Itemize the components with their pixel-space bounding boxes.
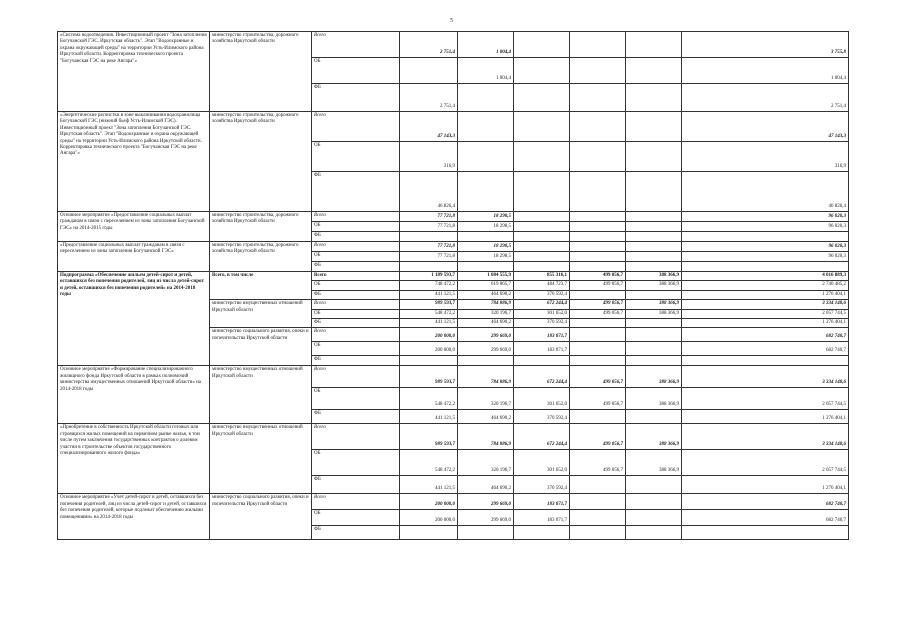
- value-cell: 320 196,7: [458, 450, 514, 476]
- value-cell: 183 071,7: [514, 328, 570, 342]
- value-cell: 200 000,0: [400, 328, 458, 342]
- executor-cell: министерство строительства, дорожного хозяйства Иркутской области: [210, 112, 312, 212]
- value-cell: 748 472,2: [400, 281, 458, 290]
- value-cell: 548 472,2: [400, 388, 458, 410]
- table-row: [58, 494, 849, 510]
- value-cell: 388 366,9: [626, 450, 682, 476]
- value-cell: [458, 84, 514, 112]
- value-cell: 299 669,0: [458, 342, 514, 356]
- funding-source-cell: ОБ: [312, 222, 400, 232]
- value-cell: 499 056,7: [570, 272, 626, 281]
- value-cell: 388 366,9: [626, 366, 682, 388]
- executor-cell: министерство строительства, дорожного хозяйства Иркутской области: [210, 32, 312, 112]
- program-cell: «Система водоотведения. Инвестиционный проект "Зона затопления Богучанской ГЭС. Иркутская область". Этап "Водоохранные и охрана окружающей среды" на территории Усть-Илимского района Иркутской области. Корректировка технического проекта "Богучанская ГЭС на реке Ангара"»: [58, 32, 210, 112]
- total-cell: 3 755,8: [682, 32, 849, 58]
- total-cell: 1 276 404,1: [682, 290, 849, 299]
- value-cell: 499 056,7: [570, 388, 626, 410]
- funding-source-cell: ФБ: [312, 526, 400, 540]
- value-cell: [514, 262, 570, 272]
- value-cell: 672 244,4: [514, 366, 570, 388]
- value-cell: [458, 112, 514, 142]
- value-cell: 441 121,5: [400, 476, 458, 494]
- value-cell: [570, 262, 626, 272]
- value-cell: [570, 84, 626, 112]
- executor-cell: министерство имущественных отношений Иркутской области: [210, 300, 312, 328]
- funding-source-cell: Всего: [312, 112, 400, 142]
- program-cell: «Энергетические расчистки в зоне выклинивания водохранилища Богучанской ГЭС (нижний бьеф Усть-Илимской ГЭС). Инвестиционный проект "Зона затопления Богучанской ГЭС. Иркутская область". Этап "Водоохранные и охрана окружающей среды" на территории Усть-Илимского района Иркутской области. Корректировка технического проекта "Богучанская ГЭС на реке Ангара"»: [58, 112, 210, 212]
- value-cell: 499 056,7: [570, 309, 626, 318]
- total-cell: 3 334 148,6: [682, 366, 849, 388]
- funding-source-cell: ФБ: [312, 319, 400, 328]
- value-cell: 301 652,0: [514, 450, 570, 476]
- value-cell: [514, 32, 570, 58]
- funding-source-cell: ОБ: [312, 388, 400, 410]
- value-cell: [514, 252, 570, 262]
- value-cell: 183 071,7: [514, 342, 570, 356]
- table-row: [58, 424, 849, 450]
- value-cell: [514, 172, 570, 212]
- value-cell: 388 366,9: [626, 388, 682, 410]
- value-cell: 548 472,2: [400, 309, 458, 318]
- value-cell: [514, 242, 570, 252]
- total-cell: 96 020,3: [682, 212, 849, 222]
- value-cell: 200 000,0: [400, 494, 458, 510]
- value-cell: [514, 142, 570, 172]
- value-cell: 18 298,5: [458, 212, 514, 222]
- program-cell: Основное мероприятие «Формирование специализированного жилищного фонда Иркутской области в рамках полномочий министерства имущественных отношений Иркутской области» на 2014-2018 годы: [58, 366, 210, 424]
- value-cell: [626, 252, 682, 262]
- total-cell: 96 020,3: [682, 242, 849, 252]
- executor-cell: министерство социального развития, опеки и попечительства Иркутской области: [210, 328, 312, 366]
- funding-source-cell: Всего: [312, 494, 400, 510]
- funding-source-cell: ФБ: [312, 476, 400, 494]
- value-cell: 1 004,4: [458, 58, 514, 84]
- value-cell: [570, 172, 626, 212]
- value-cell: [570, 242, 626, 252]
- value-cell: 989 593,7: [400, 424, 458, 450]
- value-cell: 299 669,0: [458, 328, 514, 342]
- value-cell: 370 592,4: [514, 476, 570, 494]
- value-cell: 200 000,0: [400, 342, 458, 356]
- value-cell: 316,9: [400, 142, 458, 172]
- value-cell: [570, 252, 626, 262]
- funding-source-cell: Всего: [312, 272, 400, 281]
- value-cell: [514, 526, 570, 540]
- value-cell: [626, 356, 682, 366]
- value-cell: [400, 232, 458, 242]
- value-cell: [458, 142, 514, 172]
- value-cell: 499 056,7: [570, 450, 626, 476]
- value-cell: 299 669,0: [458, 510, 514, 526]
- value-cell: [626, 212, 682, 222]
- value-cell: [514, 58, 570, 84]
- page-number: 5: [450, 18, 453, 24]
- value-cell: 464 690,2: [458, 290, 514, 299]
- value-cell: 388 366,9: [626, 309, 682, 318]
- value-cell: [458, 262, 514, 272]
- executor-cell: министерство имущественных отношений Иркутской области: [210, 424, 312, 494]
- value-cell: 1 004,4: [458, 32, 514, 58]
- value-cell: 441 121,5: [400, 319, 458, 328]
- value-cell: 183 071,7: [514, 510, 570, 526]
- value-cell: [570, 410, 626, 424]
- total-cell: 46 826,4: [682, 172, 849, 212]
- value-cell: [626, 494, 682, 510]
- funding-source-cell: ФБ: [312, 410, 400, 424]
- value-cell: 464 690,2: [458, 410, 514, 424]
- total-cell: 47 143,3: [682, 112, 849, 142]
- funding-source-cell: ФБ: [312, 290, 400, 299]
- total-cell: 2 751,4: [682, 84, 849, 112]
- value-cell: [570, 510, 626, 526]
- value-cell: [570, 212, 626, 222]
- total-cell: 682 740,7: [682, 342, 849, 356]
- value-cell: 548 472,2: [400, 450, 458, 476]
- funding-source-cell: ОБ: [312, 281, 400, 290]
- total-cell: 316,9: [682, 142, 849, 172]
- value-cell: 499 056,7: [570, 424, 626, 450]
- value-cell: [514, 212, 570, 222]
- value-cell: [626, 526, 682, 540]
- value-cell: 484 723,7: [514, 281, 570, 290]
- total-cell: [682, 526, 849, 540]
- value-cell: [458, 232, 514, 242]
- executor-cell: Всего, в том числе: [210, 272, 312, 300]
- program-cell: «Предоставление социальных выплат гражданам в связи с переселением из зоны затопления Богучанской ГЭС»: [58, 242, 210, 272]
- total-cell: 2 740 485,2: [682, 281, 849, 290]
- value-cell: [514, 112, 570, 142]
- value-cell: 2 751,4: [400, 84, 458, 112]
- value-cell: [570, 222, 626, 232]
- value-cell: [570, 356, 626, 366]
- value-cell: 784 886,9: [458, 300, 514, 309]
- value-cell: 320 196,7: [458, 309, 514, 318]
- funding-source-cell: ОБ: [312, 510, 400, 526]
- funding-source-cell: Всего: [312, 212, 400, 222]
- table-row: [58, 32, 849, 58]
- budget-table: [57, 31, 849, 540]
- value-cell: [626, 84, 682, 112]
- value-cell: [626, 410, 682, 424]
- funding-source-cell: Всего: [312, 424, 400, 450]
- total-cell: 1 276 404,1: [682, 319, 849, 328]
- value-cell: [458, 172, 514, 212]
- funding-source-cell: Всего: [312, 328, 400, 342]
- value-cell: [570, 232, 626, 242]
- value-cell: [626, 142, 682, 172]
- value-cell: 2 751,4: [400, 32, 458, 58]
- value-cell: [400, 526, 458, 540]
- value-cell: [626, 290, 682, 299]
- value-cell: 370 592,4: [514, 290, 570, 299]
- value-cell: 370 592,4: [514, 319, 570, 328]
- value-cell: [514, 232, 570, 242]
- program-cell: Основное мероприятие «Учет детей-сирот и детей, оставшихся без попечения родителей, лиц из числа детей-сирот и детей, оставшихся без попечения родителей, которые подлежат обеспечению жилыми помещениями» на 2014-2018 годы: [58, 494, 210, 540]
- executor-cell: министерство социального развития, опеки и попечительства Иркутской области: [210, 494, 312, 540]
- funding-source-cell: Всего: [312, 242, 400, 252]
- value-cell: [458, 356, 514, 366]
- funding-source-cell: ОБ: [312, 252, 400, 262]
- funding-source-cell: Всего: [312, 366, 400, 388]
- value-cell: 77 721,8: [400, 242, 458, 252]
- funding-source-cell: ОБ: [312, 342, 400, 356]
- value-cell: 388 366,9: [626, 272, 682, 281]
- value-cell: 320 196,7: [458, 388, 514, 410]
- executor-cell: министерство строительства, дорожного хозяйства Иркутской области: [210, 212, 312, 242]
- value-cell: [514, 84, 570, 112]
- value-cell: 989 593,7: [400, 300, 458, 309]
- value-cell: 672 244,4: [514, 300, 570, 309]
- table-row: [58, 112, 849, 142]
- value-cell: 18 298,5: [458, 242, 514, 252]
- total-cell: [682, 262, 849, 272]
- funding-source-cell: Всего: [312, 300, 400, 309]
- value-cell: 441 121,5: [400, 410, 458, 424]
- value-cell: 464 690,2: [458, 319, 514, 328]
- value-cell: [570, 290, 626, 299]
- total-cell: 1 004,4: [682, 58, 849, 84]
- table-row: [58, 212, 849, 222]
- total-cell: 682 740,7: [682, 510, 849, 526]
- value-cell: [626, 242, 682, 252]
- total-cell: 4 016 889,3: [682, 272, 849, 281]
- value-cell: [570, 32, 626, 58]
- program-cell: Основное мероприятие «Предоставление социальных выплат гражданам в связи с переселением из зоны затопления Богучанской ГЭС» на 2014-2015 годы: [58, 212, 210, 242]
- value-cell: [626, 232, 682, 242]
- value-cell: 18 298,5: [458, 222, 514, 232]
- funding-source-cell: ФБ: [312, 172, 400, 212]
- value-cell: 1 084 555,9: [458, 272, 514, 281]
- funding-source-cell: ОБ: [312, 450, 400, 476]
- total-cell: 2 057 744,5: [682, 450, 849, 476]
- value-cell: 784 886,9: [458, 366, 514, 388]
- program-cell: «Приобретение в собственность Иркутской области готовых или строящихся жилых помещений на первичном рынке жилья, в том числе путем заключения государственных контрактов о долевом участии в строительстве объектов государственного специализированного жилого фонда»: [58, 424, 210, 494]
- funding-source-cell: ФБ: [312, 262, 400, 272]
- value-cell: [626, 222, 682, 232]
- value-cell: [626, 476, 682, 494]
- funding-source-cell: ФБ: [312, 232, 400, 242]
- value-cell: [626, 58, 682, 84]
- value-cell: 441 121,5: [400, 290, 458, 299]
- value-cell: [626, 328, 682, 342]
- total-cell: 682 740,7: [682, 494, 849, 510]
- value-cell: [570, 526, 626, 540]
- funding-source-cell: ОБ: [312, 58, 400, 84]
- value-cell: 784 886,9: [458, 424, 514, 450]
- value-cell: 388 366,9: [626, 281, 682, 290]
- value-cell: [458, 526, 514, 540]
- value-cell: 77 721,8: [400, 252, 458, 262]
- value-cell: 370 592,4: [514, 410, 570, 424]
- table-row: [58, 366, 849, 388]
- total-cell: 2 057 744,5: [682, 388, 849, 410]
- value-cell: 301 652,0: [514, 309, 570, 318]
- value-cell: 18 298,5: [458, 252, 514, 262]
- value-cell: 183 071,7: [514, 494, 570, 510]
- executor-cell: министерство имущественных отношений Иркутской области: [210, 366, 312, 424]
- value-cell: [570, 142, 626, 172]
- total-cell: 1 276 404,1: [682, 476, 849, 494]
- value-cell: [626, 262, 682, 272]
- value-cell: 77 721,8: [400, 222, 458, 232]
- value-cell: 499 056,7: [570, 300, 626, 309]
- value-cell: 388 366,9: [626, 300, 682, 309]
- value-cell: 388 366,9: [626, 424, 682, 450]
- value-cell: [400, 356, 458, 366]
- total-cell: 682 740,7: [682, 328, 849, 342]
- funding-source-cell: ФБ: [312, 84, 400, 112]
- funding-source-cell: ОБ: [312, 309, 400, 318]
- program-cell: Подпрограмма «Обеспечение жильем детей-сирот и детей, оставшихся без попечения родителей, лиц из числа детей-сирот и детей, оставшихся без попечения родителей» на 2014-2018 годы: [58, 272, 210, 366]
- value-cell: 200 000,0: [400, 510, 458, 526]
- value-cell: [400, 58, 458, 84]
- funding-source-cell: ОБ: [312, 142, 400, 172]
- total-cell: 96 020,3: [682, 222, 849, 232]
- value-cell: [514, 222, 570, 232]
- value-cell: 47 143,3: [400, 112, 458, 142]
- value-cell: 855 316,1: [514, 272, 570, 281]
- value-cell: 499 056,7: [570, 281, 626, 290]
- total-cell: 2 057 744,5: [682, 309, 849, 318]
- value-cell: 301 652,0: [514, 388, 570, 410]
- value-cell: [570, 494, 626, 510]
- total-cell: 1 276 404,1: [682, 410, 849, 424]
- total-cell: 3 334 148,6: [682, 300, 849, 309]
- value-cell: [570, 328, 626, 342]
- value-cell: [400, 262, 458, 272]
- funding-source-cell: ФБ: [312, 356, 400, 366]
- value-cell: 499 056,7: [570, 366, 626, 388]
- value-cell: [626, 172, 682, 212]
- table-row: [58, 242, 849, 252]
- value-cell: [626, 32, 682, 58]
- value-cell: 299 669,0: [458, 494, 514, 510]
- funding-source-cell: Всего: [312, 32, 400, 58]
- value-cell: 46 826,4: [400, 172, 458, 212]
- value-cell: [570, 342, 626, 356]
- value-cell: [514, 356, 570, 366]
- total-cell: 3 334 148,6: [682, 424, 849, 450]
- value-cell: 77 721,8: [400, 212, 458, 222]
- total-cell: [682, 232, 849, 242]
- value-cell: [626, 510, 682, 526]
- total-cell: [682, 356, 849, 366]
- value-cell: 672 244,4: [514, 424, 570, 450]
- value-cell: [626, 112, 682, 142]
- table-row: [58, 272, 849, 281]
- value-cell: 1 189 593,7: [400, 272, 458, 281]
- value-cell: 464 690,2: [458, 476, 514, 494]
- value-cell: [570, 319, 626, 328]
- value-cell: [570, 112, 626, 142]
- value-cell: 989 593,7: [400, 366, 458, 388]
- executor-cell: министерство строительства, дорожного хозяйства Иркутской области: [210, 242, 312, 272]
- value-cell: [570, 58, 626, 84]
- total-cell: 96 020,3: [682, 252, 849, 262]
- value-cell: [626, 319, 682, 328]
- value-cell: [626, 342, 682, 356]
- value-cell: [570, 476, 626, 494]
- value-cell: 619 865,7: [458, 281, 514, 290]
